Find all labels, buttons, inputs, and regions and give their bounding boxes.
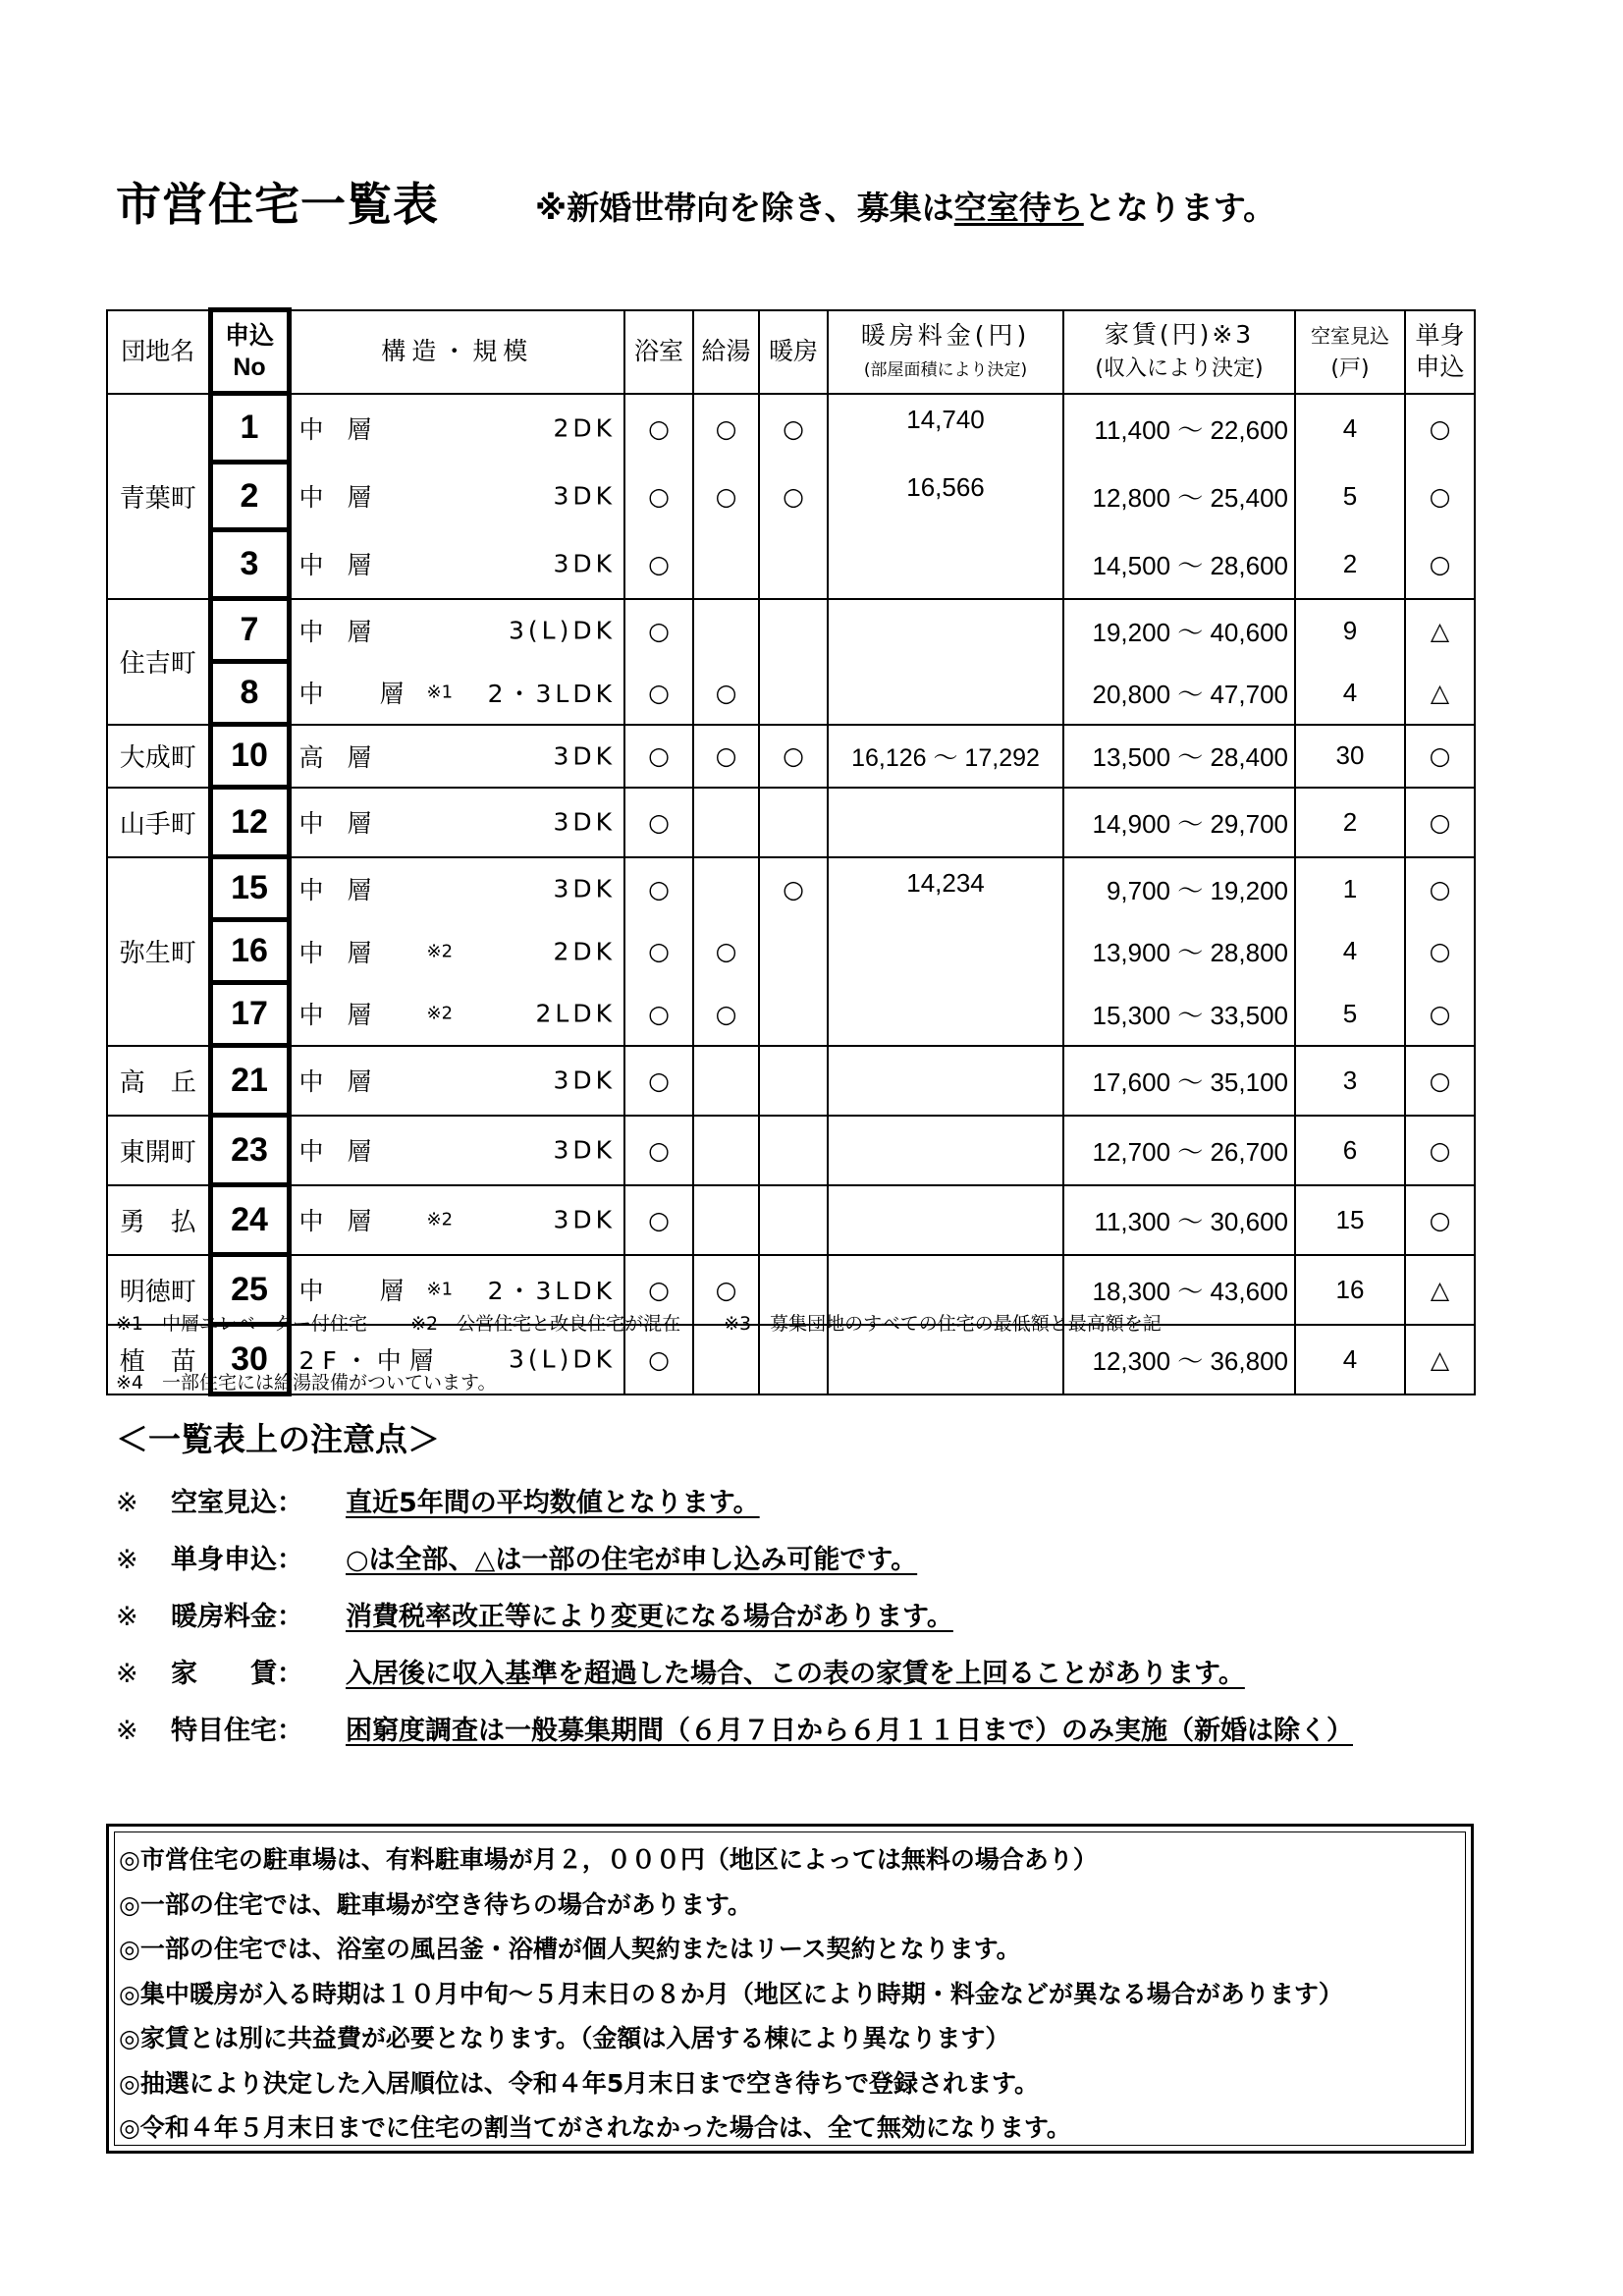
note-item (116, 1481, 760, 1519)
heating-mark (759, 1185, 828, 1255)
room-layout: 3DK (553, 874, 616, 903)
bath-mark: ○ (624, 599, 693, 662)
note-label: 特目住宅： (171, 1716, 303, 1746)
single-application-mark: △ (1405, 662, 1475, 725)
application-no: 24 (210, 1185, 289, 1255)
heating-fee (828, 1185, 1063, 1255)
note-item (116, 1652, 1245, 1690)
district-name: 大成町 (107, 725, 210, 788)
heating-fee (828, 1046, 1063, 1116)
table-row (107, 662, 1475, 725)
note-label: 家 賃： (171, 1659, 303, 1689)
vacancy-estimate: 1 (1295, 857, 1405, 920)
hot-water-mark (693, 788, 759, 857)
single-application-mark: ○ (1405, 857, 1475, 920)
rent-range: 12,300 ～ 36,800 (1063, 1325, 1295, 1394)
info-line: ◎抽選により決定した入居順位は、令和４年5月末日まで空き待ちで登録されます。 (119, 2068, 1039, 2098)
heating-mark: ○ (759, 857, 828, 920)
rent-range: 11,400 ～ 22,600 (1063, 394, 1295, 463)
note-item (116, 1538, 917, 1576)
heating-mark (759, 662, 828, 725)
room-layout: 3DK (553, 741, 616, 770)
heating-fee: 16,126 ～ 17,292 (828, 725, 1063, 788)
header-rent: 家賃(円)※3 (収入により決定) (1063, 310, 1295, 394)
single-application-mark: ○ (1405, 788, 1475, 857)
application-no: 21 (210, 1046, 289, 1116)
structure-note: ※2 (426, 1003, 454, 1024)
rent-range: 12,700 ～ 26,700 (1063, 1116, 1295, 1185)
note-item (116, 1709, 1353, 1747)
note-label: 単身申込： (171, 1545, 303, 1575)
district-name: 青葉町 (107, 394, 210, 599)
rent-range: 13,900 ～ 28,800 (1063, 920, 1295, 983)
rent-range: 9,700 ～ 19,200 (1063, 857, 1295, 920)
table-row (107, 725, 1475, 788)
header-vacancy: 空室見込 (戸) (1295, 310, 1405, 394)
application-no: 2 (210, 463, 289, 530)
room-layout: 3DK (553, 549, 616, 578)
vacancy-estimate: 4 (1295, 920, 1405, 983)
application-no: 16 (210, 920, 289, 983)
header-bath: 浴室 (624, 310, 693, 394)
structure-cell (289, 599, 624, 662)
room-layout: 3(L)DK (509, 1344, 616, 1374)
floor-type: 中 層 (298, 1001, 380, 1029)
single-application-mark: ○ (1405, 725, 1475, 788)
table-row (107, 1116, 1475, 1185)
bath-mark: ○ (624, 463, 693, 530)
district-name: 勇 払 (107, 1185, 210, 1255)
heating-fee (828, 599, 1063, 725)
structure-cell (289, 1046, 624, 1116)
bath-mark: ○ (624, 788, 693, 857)
rent-range: 12,800 ～ 25,400 (1063, 463, 1295, 530)
floor-type: 中 層 (298, 618, 380, 646)
heating-fee (828, 788, 1063, 857)
heating-fee (828, 530, 1063, 599)
vacancy-estimate: 9 (1295, 599, 1405, 662)
header-heating-fee: 暖房料金(円) (部屋面積により決定) (828, 310, 1063, 394)
info-line: ◎一部の住宅では、駐車場が空き待ちの場合があります。 (119, 1889, 752, 1919)
application-no: 12 (210, 788, 289, 857)
heating-mark (759, 1046, 828, 1116)
rent-range: 13,500 ～ 28,400 (1063, 725, 1295, 788)
floor-type: 中 層 (298, 415, 380, 444)
table-header-row (107, 310, 1475, 394)
structure-cell (289, 725, 624, 788)
district-name: 植 苗 (107, 1325, 210, 1394)
single-application-mark: ○ (1405, 1185, 1475, 1255)
note-mark: ※ (116, 1659, 138, 1689)
bath-mark: ○ (624, 1116, 693, 1185)
header-structure: 構造・規模 (289, 310, 624, 394)
rent-range: 17,600 ～ 35,100 (1063, 1046, 1295, 1116)
vacancy-estimate: 2 (1295, 788, 1405, 857)
table-row (107, 983, 1475, 1046)
room-layout: 3DK (553, 1066, 616, 1095)
note-text: 困窮度調査は一般募集期間（６月７日から６月１１日まで）のみ実施（新婚は除く） (346, 1716, 1353, 1746)
bath-mark: ○ (624, 920, 693, 983)
table-row (107, 788, 1475, 857)
floor-type: 中 層 (298, 483, 380, 512)
bath-mark: ○ (624, 983, 693, 1046)
rent-range: 14,900 ～ 29,700 (1063, 788, 1295, 857)
structure-cell (289, 920, 624, 983)
heating-mark (759, 530, 828, 599)
structure-cell (289, 857, 624, 920)
district-name: 住吉町 (107, 599, 210, 725)
floor-type: 中 層 (298, 1207, 380, 1235)
page-title: 市営住宅一覧表 (116, 178, 439, 231)
room-layout: 2・3LDK (487, 1277, 616, 1305)
note-label: 空室見込： (171, 1488, 303, 1518)
note-mark: ※ (116, 1488, 138, 1518)
room-layout: 2DK (553, 937, 616, 965)
info-line: ◎市営住宅の駐車場は、有料駐車場が月２，０００円（地区によっては無料の場合あり） (119, 1845, 1098, 1874)
bath-mark: ○ (624, 530, 693, 599)
table-row (107, 599, 1475, 662)
vacancy-estimate: 30 (1295, 725, 1405, 788)
heating-mark (759, 599, 828, 662)
footnote-1: ※1 中層エレベーター付住宅 (116, 1313, 368, 1335)
page-subtitle (535, 183, 1275, 229)
rent-range: 11,300 ～ 30,600 (1063, 1185, 1295, 1255)
table-row (107, 530, 1475, 599)
heating-fee: 14,740 (828, 394, 1063, 463)
bath-mark: ○ (624, 394, 693, 463)
rent-range: 15,300 ～ 33,500 (1063, 983, 1295, 1046)
room-layout: 2LDK (535, 999, 616, 1028)
subtitle-pre: ※新婚世帯向を除き、募集は (535, 189, 954, 227)
rent-range: 20,800 ～ 47,700 (1063, 662, 1295, 725)
hot-water-mark (693, 599, 759, 662)
structure-note: ※1 (426, 1279, 454, 1300)
bath-mark: ○ (624, 662, 693, 725)
table-row (107, 394, 1475, 463)
note-mark: ※ (116, 1545, 138, 1575)
vacancy-estimate: 15 (1295, 1185, 1405, 1255)
note-label: 暖房料金： (171, 1602, 303, 1632)
table-row (107, 1046, 1475, 1116)
vacancy-estimate: 4 (1295, 1325, 1405, 1394)
single-application-mark: ○ (1405, 463, 1475, 530)
note-mark: ※ (116, 1602, 138, 1632)
vacancy-estimate: 6 (1295, 1116, 1405, 1185)
floor-type: 中 層 (298, 1137, 380, 1166)
table-row (107, 857, 1475, 920)
heating-mark (759, 1116, 828, 1185)
room-layout: 3DK (553, 1205, 616, 1234)
vacancy-estimate: 4 (1295, 394, 1405, 463)
structure-cell (289, 1116, 624, 1185)
hot-water-mark (693, 1185, 759, 1255)
vacancy-estimate: 16 (1295, 1255, 1405, 1325)
footnote-3: ※3 募集団地のすべての住宅の最低額と最高額を記 (724, 1313, 1162, 1335)
bath-mark: ○ (624, 1255, 693, 1325)
info-line: ◎家賃とは別に共益費が必要となります。（金額は入居する棟により異なります） (119, 2024, 1010, 2052)
application-no: 30 (210, 1325, 289, 1394)
single-application-mark: ○ (1405, 920, 1475, 983)
single-application-mark: △ (1405, 1255, 1475, 1325)
hot-water-mark: ○ (693, 662, 759, 725)
footnotes (116, 1309, 1476, 1336)
single-application-mark: △ (1405, 1325, 1475, 1394)
single-application-mark: ○ (1405, 983, 1475, 1046)
application-no: 8 (210, 662, 289, 725)
footnote-4: ※4 一部住宅には給湯設備がついています。 (116, 1372, 497, 1394)
vacancy-estimate: 5 (1295, 983, 1405, 1046)
hot-water-mark: ○ (693, 725, 759, 788)
application-no: 15 (210, 857, 289, 920)
single-application-mark: ○ (1405, 1116, 1475, 1185)
district-name: 高 丘 (107, 1046, 210, 1116)
hot-water-mark: ○ (693, 394, 759, 463)
heating-mark (759, 788, 828, 857)
heating-fee (828, 1116, 1063, 1185)
hot-water-mark: ○ (693, 983, 759, 1046)
footnote-2: ※2 公営住宅と改良住宅が混在 (410, 1313, 681, 1335)
application-no: 10 (210, 725, 289, 788)
hot-water-mark (693, 1116, 759, 1185)
table-row (107, 920, 1475, 983)
hot-water-mark: ○ (693, 920, 759, 983)
header-district: 団地名 (107, 310, 210, 394)
info-line: ◎集中暖房が入る時期は１０月中旬～５月末日の８か月（地区により時期・料金などが異なる場合があります） (119, 1979, 1343, 2008)
structure-note: ※2 (426, 941, 454, 961)
floor-type: 中 層 (298, 551, 380, 579)
floor-type: 高 層 (298, 742, 380, 772)
header-single: 単身 申込 (1405, 310, 1475, 394)
floor-type: 中 層 (298, 876, 380, 904)
notes-heading: ＜一覧表上の注意点＞ (116, 1420, 440, 1458)
bath-mark: ○ (624, 1046, 693, 1116)
structure-cell (289, 394, 624, 463)
structure-cell (289, 662, 624, 725)
application-no: 25 (210, 1255, 289, 1325)
vacancy-estimate: 4 (1295, 662, 1405, 725)
room-layout: 2DK (553, 413, 616, 443)
heating-mark (759, 983, 828, 1046)
info-line: ◎一部の住宅では、浴室の風呂釜・浴槽が個人契約またはリース契約となります。 (119, 1935, 1021, 1963)
heating-fee: 14,234 (828, 857, 1063, 1046)
header-heating: 暖房 (759, 310, 828, 394)
heating-mark: ○ (759, 394, 828, 463)
application-no: 17 (210, 983, 289, 1046)
floor-type: 中 層 (298, 1277, 412, 1305)
header-no: 申込 No (210, 310, 289, 394)
structure-note: ※1 (426, 682, 454, 703)
single-application-mark: △ (1405, 599, 1475, 662)
hot-water-mark (693, 1046, 759, 1116)
subtitle-underlined: 空室待ち (953, 189, 1084, 227)
room-layout: 3DK (553, 1135, 616, 1165)
application-no: 23 (210, 1116, 289, 1185)
district-name: 山手町 (107, 788, 210, 857)
floor-type: 中 層 (298, 680, 412, 708)
room-layout: 3DK (553, 481, 616, 511)
vacancy-estimate: 3 (1295, 1046, 1405, 1116)
subtitle-post: となります。 (1083, 189, 1276, 227)
structure-note: ※2 (426, 1209, 454, 1230)
bath-mark: ○ (624, 1185, 693, 1255)
structure-cell (289, 788, 624, 857)
structure-cell (289, 463, 624, 530)
rent-range: 18,300 ～ 43,600 (1063, 1255, 1295, 1325)
hot-water-mark (693, 530, 759, 599)
heating-fee: 16,566 (828, 463, 1063, 530)
application-no: 3 (210, 530, 289, 599)
heating-mark: ○ (759, 725, 828, 788)
single-application-mark: ○ (1405, 1046, 1475, 1116)
note-text: ○は全部、△は一部の住宅が申し込み可能です。 (346, 1545, 918, 1575)
table-row (107, 463, 1475, 530)
bath-mark: ○ (624, 1325, 693, 1394)
note-text: 直近5年間の平均数値となります。 (346, 1488, 760, 1518)
district-name: 東開町 (107, 1116, 210, 1185)
structure-cell (289, 1185, 624, 1255)
heating-mark: ○ (759, 463, 828, 530)
rent-range: 14,500 ～ 28,600 (1063, 530, 1295, 599)
floor-type: 中 層 (298, 809, 380, 838)
table-row (107, 1185, 1475, 1255)
note-text: 消費税率改正等により変更になる場合があります。 (346, 1602, 953, 1632)
room-layout: 3DK (553, 807, 616, 837)
note-mark: ※ (116, 1716, 138, 1746)
bath-mark: ○ (624, 725, 693, 788)
vacancy-estimate: 5 (1295, 463, 1405, 530)
note-text: 入居後に収入基準を超過した場合、この表の家賃を上回ることがあります。 (346, 1659, 1245, 1689)
header-hot-water: 給湯 (693, 310, 759, 394)
district-name: 弥生町 (107, 857, 210, 1046)
info-box (106, 1824, 1474, 2154)
hot-water-mark (693, 857, 759, 920)
room-layout: 3(L)DK (509, 616, 616, 645)
hot-water-mark: ○ (693, 463, 759, 530)
room-layout: 2・3LDK (487, 680, 616, 708)
application-no: 7 (210, 599, 289, 662)
rent-range: 19,200 ～ 40,600 (1063, 599, 1295, 662)
application-no: 1 (210, 394, 289, 463)
single-application-mark: ○ (1405, 394, 1475, 463)
structure-cell (289, 530, 624, 599)
note-item (116, 1595, 953, 1633)
floor-type: 中 層 (298, 938, 380, 967)
hot-water-mark: ○ (693, 1255, 759, 1325)
vacancy-estimate: 2 (1295, 530, 1405, 599)
housing-table (106, 307, 1476, 1396)
single-application-mark: ○ (1405, 530, 1475, 599)
structure-cell (289, 983, 624, 1046)
heating-mark (759, 920, 828, 983)
floor-type: 中 層 (298, 1067, 380, 1096)
bath-mark: ○ (624, 857, 693, 920)
district-name: 明徳町 (107, 1255, 210, 1325)
floor-type: 2F・中層 (298, 1346, 442, 1375)
info-line: ◎令和４年５月末日までに住宅の割当てがされなかった場合は、全て無効になります。 (119, 2113, 1071, 2142)
